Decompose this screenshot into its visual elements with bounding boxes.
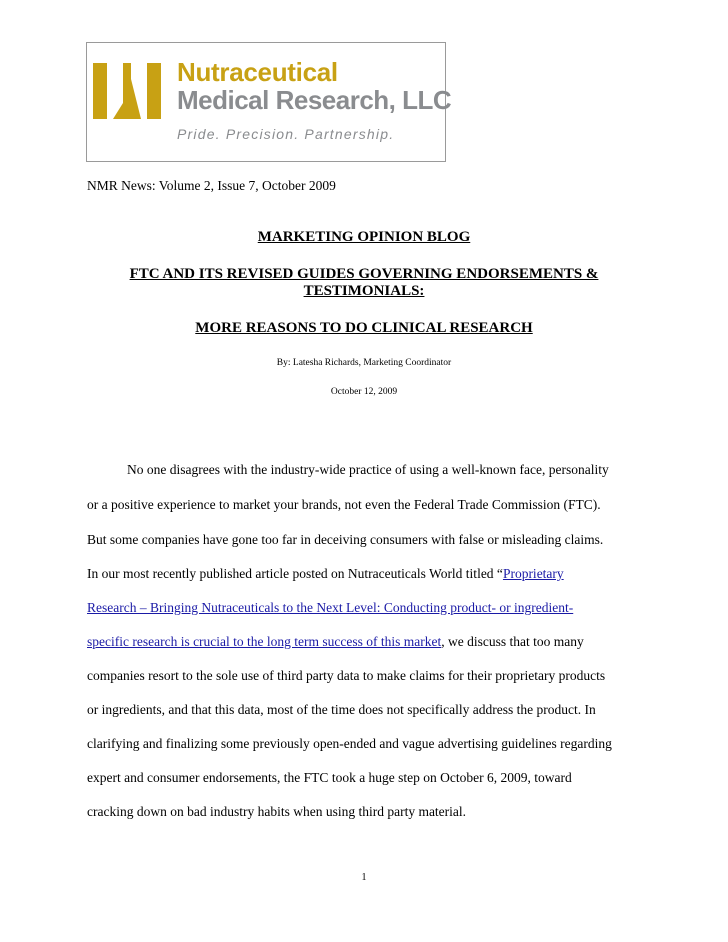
article-title-line2: TESTIMONIALS: bbox=[303, 283, 425, 299]
body-line-6 bbox=[87, 634, 584, 650]
logo-name-line2: Medical Research, LLC bbox=[177, 85, 452, 115]
issue-line: NMR News: Volume 2, Issue 7, October 2009 bbox=[87, 178, 336, 193]
logo-tagline: Pride. Precision. Partnership. bbox=[177, 126, 395, 142]
body-line-4 bbox=[87, 566, 564, 582]
body-line-9: clarifying and finalizing some previously open-ended and vague advertising guidelines regarding bbox=[87, 736, 612, 751]
body-line-3: But some companies have gone too far in deceiving consumers with false or misleading claims. bbox=[87, 532, 604, 547]
body-line-2: or a positive experience to market your brands, not even the Federal Trade Commission (FTC). bbox=[87, 497, 601, 512]
logo-name-line1: Nutraceutical bbox=[177, 57, 338, 87]
article-title bbox=[0, 266, 728, 300]
article-title-line1: FTC AND ITS REVISED GUIDES GOVERNING ENDORSEMENTS & bbox=[129, 266, 599, 282]
page-number: 1 bbox=[361, 872, 367, 883]
body-line-8: or ingredients, and that this data, most of the time does not specifically address the product. In bbox=[87, 702, 596, 717]
nmr-logo-mark-icon bbox=[93, 63, 161, 119]
body-line-5 bbox=[87, 600, 573, 616]
blog-heading: MARKETING OPINION BLOG bbox=[257, 229, 471, 245]
body-line-11: cracking down on bad industry habits when using third party material. bbox=[87, 804, 467, 819]
article-date: October 12, 2009 bbox=[330, 387, 398, 397]
body-line-1: No one disagrees with the industry-wide practice of using a well-known face, personality bbox=[127, 462, 609, 477]
body-line-7: companies resort to the sole use of third party data to make claims for their proprietary products bbox=[87, 668, 606, 683]
article-link-part1[interactable]: Proprietary bbox=[502, 566, 564, 581]
article-link-part3[interactable]: specific research is crucial to the long term success of this market bbox=[87, 634, 442, 649]
body-line-4-text: In our most recently published article posted on Nutraceuticals World titled “ bbox=[87, 566, 503, 581]
body-line-10: expert and consumer endorsements, the FTC took a huge step on October 6, 2009, toward bbox=[87, 770, 572, 785]
company-logo bbox=[86, 42, 452, 162]
body-line-6-text: , we discuss that too many bbox=[441, 634, 584, 649]
article-subtitle: MORE REASONS TO DO CLINICAL RESEARCH bbox=[195, 320, 533, 336]
byline: By: Latesha Richards, Marketing Coordinator bbox=[276, 358, 452, 368]
article-link-part2[interactable]: Research – Bringing Nutraceuticals to the Next Level: Conducting product- or ingredient- bbox=[87, 600, 574, 615]
